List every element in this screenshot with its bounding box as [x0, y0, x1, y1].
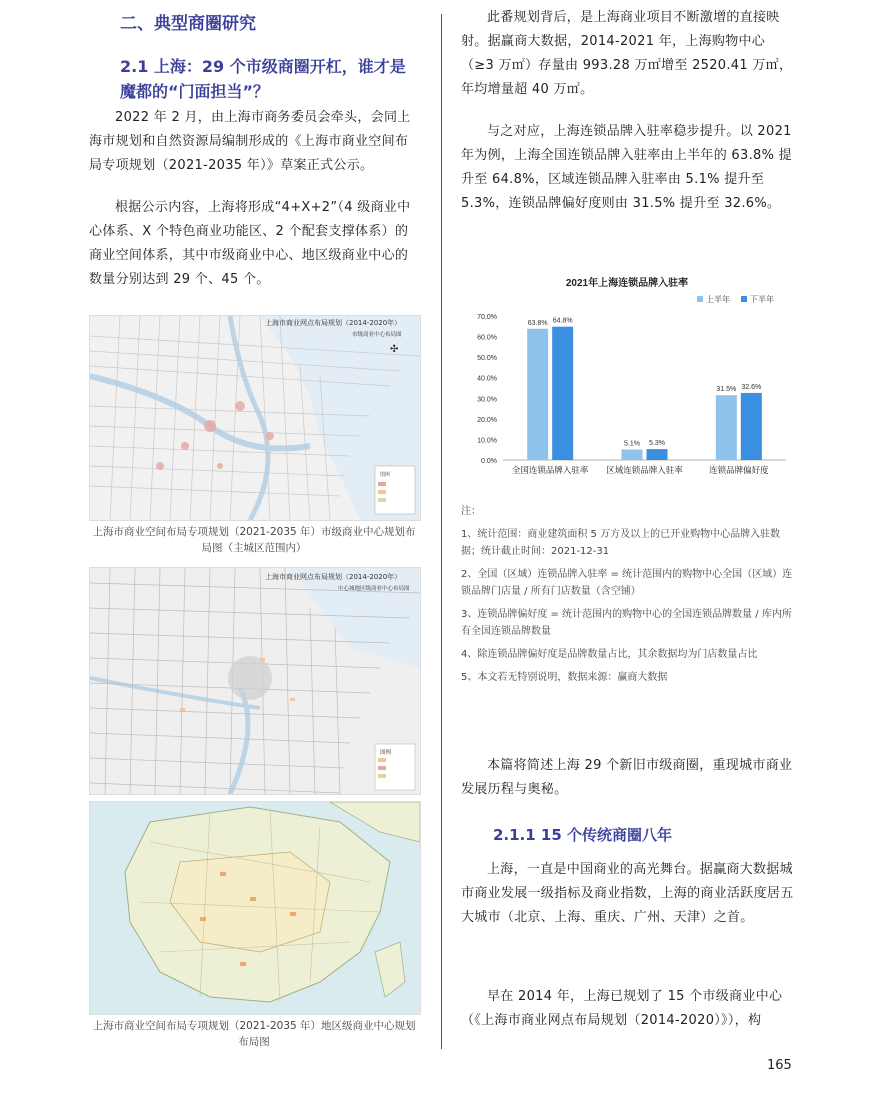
notes-label: 注： [461, 506, 481, 517]
closing-paragraph-2: 早在 2014 年，上海已规划了 15 个市级商业中心（《上海市商业网点布局规划（2014-2020）》），构 [461, 989, 783, 1028]
intro-paragraph: 本篇将简述上海 29 个新旧市级商圈，重现城市商业发展历程与奥秘。 [461, 758, 793, 797]
sub-subsection-title: 2.1.1 15 个传统商圈八年 [493, 826, 673, 844]
chart-bar [716, 395, 737, 460]
note-item: 2、全国（区域）连锁品牌入驻率 = 统计范围内的购物中心全国（区域）连锁品牌门店量 / 所有门店数量（含空铺） [461, 569, 793, 597]
right-paragraph-1: 此番规划背后，是上海商业项目不断激增的直接映射。据赢商大数据，2014-2021 年，上海购物中心（≥3 万㎡）存量由 993.28 万㎡增至 2520.41 万㎡，年均增量超 40 万㎡。 [461, 10, 793, 97]
map2-legend-label: 图例 [380, 750, 392, 756]
map3-caption: 上海市商业空间布局专项规划（2021-2035 年）地区级商业中心规划布局图 [92, 1020, 416, 1048]
chart-title: 2021年上海连锁品牌入驻率 [565, 278, 689, 289]
right-paragraph-2: 与之对应，上海连锁品牌入驻率稳步提升。以 2021 年为例，上海全国连锁品牌入驻率由上半年的 63.8% 提升至 64.8%，区域连锁品牌入驻率由 5.1% 提升至 5.3%，连锁品牌偏好度则由 31.5% 提升至 32.6%。 [461, 124, 792, 211]
map1-caption: 上海市商业空间布局专项规划（2021-2035 年）市级商业中心规划布局图（主城区范围内） [92, 526, 416, 554]
page-number: 165 [767, 1058, 792, 1073]
y-tick-label: 20.0% [477, 416, 497, 424]
section-title: 二、典型商圈研究 [120, 14, 256, 34]
chart-bar [741, 393, 762, 460]
chain-brand-chart [461, 268, 794, 490]
compass-icon: ✣ [390, 344, 399, 355]
legend-label: 下半年 [750, 295, 774, 304]
commercial-center-map-1 [89, 315, 421, 521]
y-tick-label: 40.0% [477, 375, 497, 383]
bar-value-label: 32.6% [741, 383, 762, 391]
map1-legend-label: 图例 [380, 472, 391, 478]
map1-subheader: 市级商业中心布局图 [352, 332, 402, 338]
y-tick-label: 50.0% [477, 355, 497, 363]
y-tick-label: 0.0% [481, 458, 497, 465]
chart-x-labels [512, 465, 769, 475]
note-item: 5、本文若无特别说明，数据来源：赢商大数据 [461, 672, 668, 683]
left-paragraph-1: 2022 年 2 月，由上海市商务委员会牵头，会同上海市规划和自然资源局编制形成的《上海市商业空间布局专项规划（2021-2035 年）》草案正式公示。 [89, 110, 411, 173]
subsection-title: 2.1 上海：29 个市级商圈开杠，谁才是魔都的“门面担当”？ [120, 57, 406, 101]
legend-swatch [741, 296, 747, 302]
district-center-map-3 [89, 801, 421, 1015]
bar-value-label: 5.1% [624, 440, 640, 448]
column-divider [441, 14, 442, 1049]
chart-bars [527, 318, 762, 460]
closing-paragraph-1: 上海，一直是中国商业的高光舞台。据赢商大数据城市商业发展一级指标及商业指数，上海的商业活跃度居五大城市（北京、上海、重庆、广州、天津）之首。 [461, 862, 794, 925]
x-category-label: 连锁品牌偏好度 [709, 465, 769, 475]
chart-legend [697, 294, 774, 304]
chart-bar [647, 449, 668, 460]
map2-subheader: 中心城地区级商业中心布局图 [338, 586, 410, 592]
x-category-label: 区域连锁品牌入驻率 [606, 465, 683, 475]
bar-value-label: 64.8% [552, 317, 573, 325]
map1-header: 上海市商业网点布局规划（2014-2020年） [265, 319, 402, 327]
note-item: 3、连锁品牌偏好度 = 统计范围内的购物中心的全国连锁品牌数量 / 库内所有全国连锁品牌数量 [461, 609, 792, 637]
commercial-center-map-2 [89, 567, 421, 795]
map2-header: 上海市商业网点布局规划（2014-2020年） [265, 573, 402, 581]
y-tick-label: 30.0% [477, 396, 497, 404]
bar-value-label: 63.8% [527, 319, 548, 327]
y-tick-label: 70.0% [477, 314, 497, 321]
chart-y-axis [477, 314, 497, 465]
y-tick-label: 10.0% [477, 437, 497, 445]
chart-bar [622, 450, 643, 460]
bar-value-label: 5.3% [649, 440, 665, 448]
chart-bar [552, 327, 573, 460]
legend-swatch [697, 296, 703, 302]
chart-bar [527, 329, 548, 460]
legend-label: 上半年 [706, 295, 730, 304]
x-category-label: 全国连锁品牌入驻率 [511, 465, 589, 475]
notes-block [461, 503, 794, 686]
y-tick-label: 60.0% [477, 334, 497, 342]
left-paragraph-2: 根据公示内容，上海将形成“4+X+2”（4 级商业中心体系、X 个特色商业功能区、2 个配套支撑体系）的商业空间体系，其中市级商业中心、地区级商业中心的数量分别达到 29 个、45 个。 [89, 200, 411, 287]
bar-value-label: 31.5% [716, 386, 737, 394]
note-item: 1、统计范围：商业建筑面积 5 万方及以上的已开业购物中心品牌入驻数据；统计截止时间：2021-12-31 [461, 529, 781, 557]
note-item: 4、除连锁品牌偏好度是品牌数量占比，其余数据均为门店数量占比 [461, 649, 758, 660]
